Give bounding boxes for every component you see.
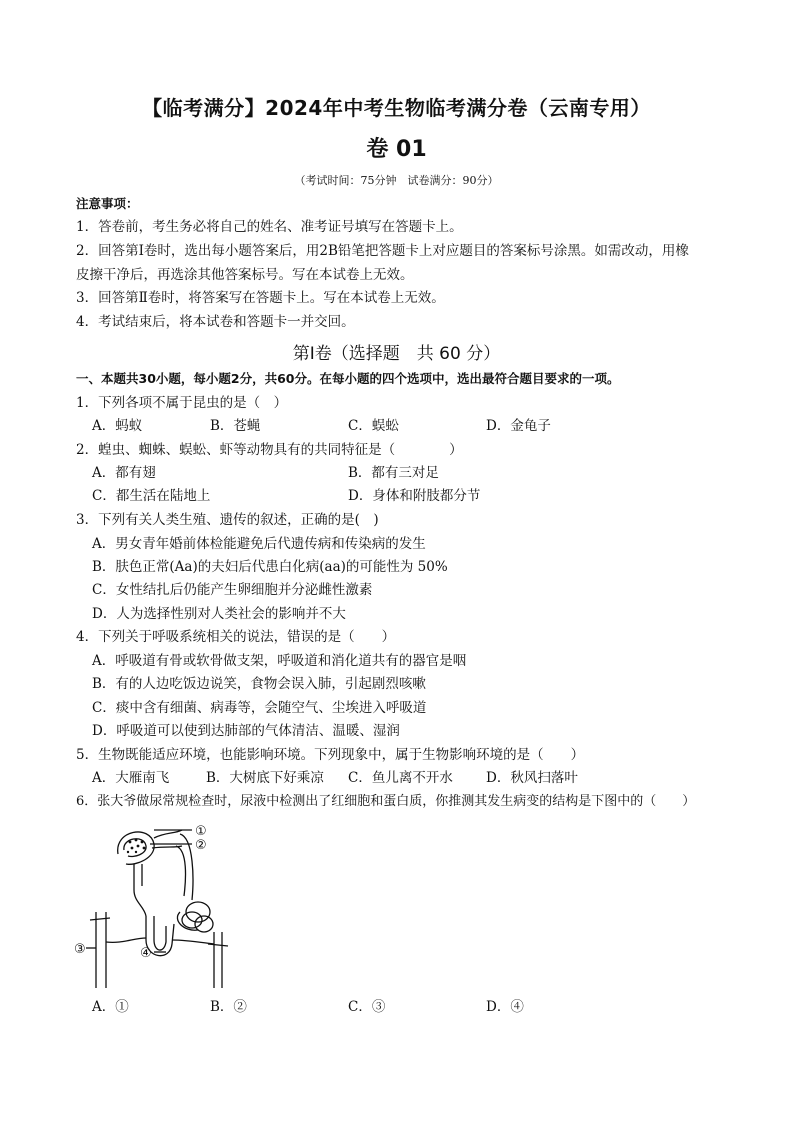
figure-label-1: ① — [195, 824, 207, 839]
figure-label-2: ② — [195, 838, 207, 853]
nephron-diagram — [74, 820, 244, 990]
option-b: B．大树底下好乘凉 — [206, 770, 324, 786]
notice-item: 1．答卷前，考生务必将自己的姓名、准考证号填写在答题卡上。 — [76, 219, 463, 235]
section-heading: 第Ⅰ卷（选择题 共 60 分） — [292, 344, 501, 364]
exam-title: 【临考满分】2024年中考生物临考满分卷（云南专用） — [142, 96, 651, 120]
exam-time-info: （考试时间：75分钟 试卷满分：90分） — [294, 174, 499, 187]
question-stem: 2．蝗虫、蜘蛛、蜈蚣、虾等动物具有的共同特征是（ ） — [76, 442, 463, 458]
option-a: A．男女青年婚前体检能避免后代遗传病和传染病的发生 — [92, 536, 426, 552]
section-instruction: 一、本题共30小题，每小题2分，共60分。在每小题的四个选项中，选出最符合题目要求的一项。 — [76, 371, 620, 386]
question-stem: 4．下列关于呼吸系统相关的说法，错误的是（ ） — [76, 629, 396, 645]
option-c: C．蜈蚣 — [348, 418, 399, 434]
notice-item: 4．考试结束后，将本试卷和答题卡一并交回。 — [76, 314, 355, 330]
question-stem: 5．生物既能适应环境，也能影响环境。下列现象中，属于生物影响环境的是（ ） — [76, 747, 585, 763]
figure-label-4: ④ — [140, 946, 152, 961]
option-d: D．金龟子 — [486, 418, 551, 434]
notice-item: 2．回答第Ⅰ卷时，选出每小题答案后，用2B铅笔把答题卡上对应题目的答案标号涂黑。如需改动，用橡 — [76, 243, 689, 259]
option-a: A．① — [92, 999, 129, 1015]
option-c: C．痰中含有细菌、病毒等，会随空气、尘埃进入呼吸道 — [92, 700, 427, 716]
option-c: C．③ — [348, 999, 386, 1015]
option-b: B．肤色正常(Aa)的夫妇后代患白化病(aa)的可能性为 50% — [92, 559, 448, 575]
option-c: C．鱼儿离不开水 — [348, 770, 453, 786]
question-stem: 3．下列有关人类生殖、遗传的叙述，正确的是( ) — [76, 512, 379, 528]
option-b: B．② — [210, 999, 247, 1015]
notice-heading: 注意事项： — [76, 196, 139, 211]
exam-subtitle: 卷 01 — [366, 137, 427, 162]
option-d: D．④ — [486, 999, 524, 1015]
option-a: A．蚂蚁 — [92, 418, 143, 434]
figure-label-3: ③ — [74, 942, 86, 957]
option-a: A．都有翅 — [92, 465, 156, 481]
question-stem: 6．张大爷做尿常规检查时，尿液中检测出了红细胞和蛋白质，你推测其发生病变的结构是下图中的（ ） — [76, 794, 696, 809]
option-a: A．大雁南飞 — [92, 770, 170, 786]
option-b: B．都有三对足 — [348, 465, 439, 481]
option-b: B．苍蝇 — [210, 418, 261, 434]
option-b: B．有的人边吃饭边说笑，食物会误入肺，引起剧烈咳嗽 — [92, 676, 426, 692]
option-d: D．身体和附肢都分节 — [348, 488, 481, 504]
option-d: D．秋风扫落叶 — [486, 770, 578, 786]
option-d: D．人为选择性别对人类社会的影响并不大 — [92, 606, 346, 622]
option-c: C．女性结扎后仍能产生卵细胞并分泌雌性激素 — [92, 582, 373, 598]
option-a: A．呼吸道有骨或软骨做支架，呼吸道和消化道共有的器官是咽 — [92, 653, 467, 669]
notice-item: 皮擦干净后，再选涂其他答案标号。写在本试卷上无效。 — [76, 267, 414, 283]
question-stem: 1．下列各项不属于昆虫的是（ ） — [76, 395, 288, 411]
notice-item: 3．回答第Ⅱ卷时，将答案写在答题卡上。写在本试卷上无效。 — [76, 290, 445, 306]
option-c: C．都生活在陆地上 — [92, 488, 211, 504]
option-d: D．呼吸道可以使到达肺部的气体清洁、温暖、湿润 — [92, 723, 400, 739]
